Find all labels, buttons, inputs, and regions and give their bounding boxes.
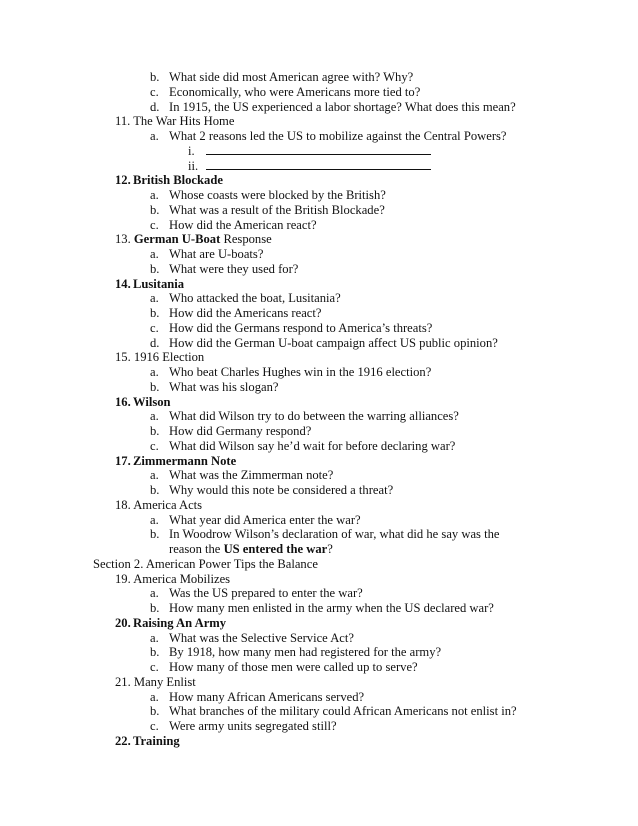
question-text: What are U-boats? <box>169 247 264 261</box>
topic-text: 21. Many Enlist <box>115 674 196 689</box>
answer-underline[interactable] <box>206 160 431 170</box>
topic-heading <box>0 350 638 365</box>
question-text: How did the German U-boat campaign affect US public opinion? <box>169 335 498 350</box>
question-text: Who beat Charles Hughes win in the 1916 election? <box>169 365 432 379</box>
question-line <box>0 129 638 144</box>
answer-blank-line <box>0 159 638 174</box>
topic-heading <box>0 232 638 247</box>
question-text: What was his slogan? <box>169 379 279 394</box>
topic-heading <box>0 572 638 587</box>
question-text: What did Wilson try to do between the warring alliances? <box>169 409 459 424</box>
question-letter: b. <box>150 645 160 660</box>
question-line <box>0 719 638 734</box>
question-line <box>0 631 638 646</box>
question-text-pre: reason the <box>169 542 224 556</box>
question-letter: b. <box>150 483 160 497</box>
question-text: How did the Americans react? <box>169 306 322 320</box>
question-line <box>0 247 638 262</box>
question-line <box>0 690 638 705</box>
question-letter: a. <box>150 188 159 202</box>
question-letter: c. <box>150 320 159 335</box>
question-text: How did Germany respond? <box>169 424 312 438</box>
question-text: What were they used for? <box>169 261 299 276</box>
question-line <box>0 468 638 483</box>
question-line <box>0 188 638 203</box>
question-letter: a. <box>150 630 159 645</box>
question-line <box>0 306 638 321</box>
question-text: Who attacked the boat, Lusitania? <box>169 291 341 306</box>
question-text: What was the Zimmerman note? <box>169 468 334 483</box>
question-letter: c. <box>150 660 159 674</box>
answer-underline[interactable] <box>206 145 431 155</box>
question-line <box>0 336 638 351</box>
topic-text: Lusitania <box>133 276 185 291</box>
topic-text: 15. 1916 Election <box>115 350 205 365</box>
question-letter: a. <box>150 468 159 483</box>
topic-number: 12. <box>115 173 131 188</box>
question-line <box>0 704 638 719</box>
question-letter: a. <box>150 512 159 527</box>
topic-text-post: Response <box>220 232 272 247</box>
question-text: In 1915, the US experienced a labor shortage? What does this mean? <box>169 99 516 114</box>
worksheet-page <box>0 70 638 749</box>
question-letter: c. <box>150 84 159 99</box>
question-text: How did the Germans respond to America’s threats? <box>169 320 433 335</box>
topic-number: 20. <box>115 615 131 630</box>
question-text: Economically, who were Americans more tied to? <box>169 84 421 99</box>
question-line <box>0 527 638 542</box>
question-letter: c. <box>150 217 159 232</box>
question-text: How many of those men were called up to serve? <box>169 660 418 674</box>
question-text: What was the Selective Service Act? <box>169 630 354 645</box>
question-line <box>0 483 638 498</box>
question-text: Were army units segregated still? <box>169 719 337 733</box>
section-text: Section 2. American Power Tips the Balance <box>93 556 318 571</box>
question-letter: b. <box>150 261 160 276</box>
question-letter: b. <box>150 379 160 394</box>
question-text: What 2 reasons led the US to mobilize against the Central Powers? <box>169 129 507 143</box>
topic-text: Raising An Army <box>133 615 227 630</box>
question-letter: c. <box>150 719 159 733</box>
question-text: How did the American react? <box>169 217 317 232</box>
topic-text: 19. America Mobilizes <box>115 571 231 586</box>
question-text: Why would this note be considered a threat? <box>169 483 394 497</box>
question-letter: b. <box>150 527 160 542</box>
question-letter: b. <box>150 202 160 217</box>
question-text: How many African Americans served? <box>169 689 365 704</box>
question-line <box>0 645 638 660</box>
topic-heading <box>0 114 638 129</box>
question-line <box>0 380 638 395</box>
question-line <box>0 203 638 218</box>
question-text: What year did America enter the war? <box>169 512 361 527</box>
question-letter: d. <box>150 99 160 114</box>
question-line <box>0 424 638 439</box>
question-letter: b. <box>150 70 160 84</box>
question-text: Whose coasts were blocked by the British? <box>169 188 386 202</box>
topic-heading <box>0 498 638 513</box>
question-text: What was a result of the British Blockade? <box>169 202 385 217</box>
question-letter: b. <box>150 704 160 719</box>
topic-text: Training <box>133 733 180 748</box>
topic-heading-bold <box>0 454 638 469</box>
question-text: By 1918, how many men had registered for the army? <box>169 645 442 660</box>
question-text: Was the US prepared to enter the war? <box>169 586 363 601</box>
question-letter: d. <box>150 335 160 350</box>
topic-number: 22. <box>115 733 131 748</box>
question-letter: b. <box>150 424 160 438</box>
question-line <box>0 321 638 336</box>
topic-heading-bold <box>0 277 638 292</box>
question-letter: a. <box>150 291 159 306</box>
question-text-post: ? <box>327 542 333 556</box>
question-line <box>0 85 638 100</box>
question-text: In Woodrow Wilson’s declaration of war, what did he say was the <box>169 527 500 542</box>
topic-heading-bold <box>0 395 638 410</box>
topic-text-pre: 13. <box>115 232 134 247</box>
topic-text-bold: German U-Boat <box>133 232 221 247</box>
question-letter: b. <box>150 601 160 615</box>
topic-text: 11. The War Hits Home <box>115 114 235 129</box>
question-line <box>0 100 638 115</box>
question-letter: a. <box>150 689 159 704</box>
question-letter: a. <box>150 247 159 261</box>
question-line <box>0 218 638 233</box>
question-line <box>0 365 638 380</box>
question-text: How many men enlisted in the army when the US declared war? <box>169 601 494 615</box>
question-letter: b. <box>150 306 160 320</box>
question-text: What side did most American agree with? Why? <box>169 70 414 84</box>
topic-number: 16. <box>115 394 131 409</box>
question-letter: a. <box>150 409 159 424</box>
topic-heading-bold <box>0 734 638 749</box>
question-line <box>0 513 638 528</box>
question-line <box>0 70 638 85</box>
roman-numeral: i. <box>188 143 195 158</box>
question-line <box>0 660 638 675</box>
topic-heading <box>0 675 638 690</box>
topic-text: Zimmermann Note <box>133 453 237 468</box>
topic-heading-bold <box>0 173 638 188</box>
question-text: What did Wilson say he’d wait for before declaring war? <box>169 438 456 453</box>
question-letter: a. <box>150 129 159 143</box>
question-text-bold: US entered the war <box>223 542 328 556</box>
topic-number: 17. <box>115 453 131 468</box>
question-letter: a. <box>150 586 159 601</box>
topic-text: Wilson <box>133 394 171 409</box>
topic-heading-bold <box>0 616 638 631</box>
question-line <box>0 409 638 424</box>
topic-text: British Blockade <box>133 173 223 188</box>
question-line <box>0 601 638 616</box>
roman-numeral: ii. <box>188 158 199 173</box>
question-continuation <box>0 542 638 557</box>
question-letter: a. <box>150 365 159 379</box>
topic-text: 18. America Acts <box>115 497 203 512</box>
question-text: What branches of the military could African Americans not enlist in? <box>169 704 517 719</box>
question-line <box>0 439 638 454</box>
section-heading <box>0 557 638 572</box>
question-line <box>0 586 638 601</box>
question-letter: c. <box>150 438 159 453</box>
answer-blank-line <box>0 144 638 159</box>
question-line <box>0 262 638 277</box>
topic-number: 14. <box>115 276 131 291</box>
question-line <box>0 291 638 306</box>
